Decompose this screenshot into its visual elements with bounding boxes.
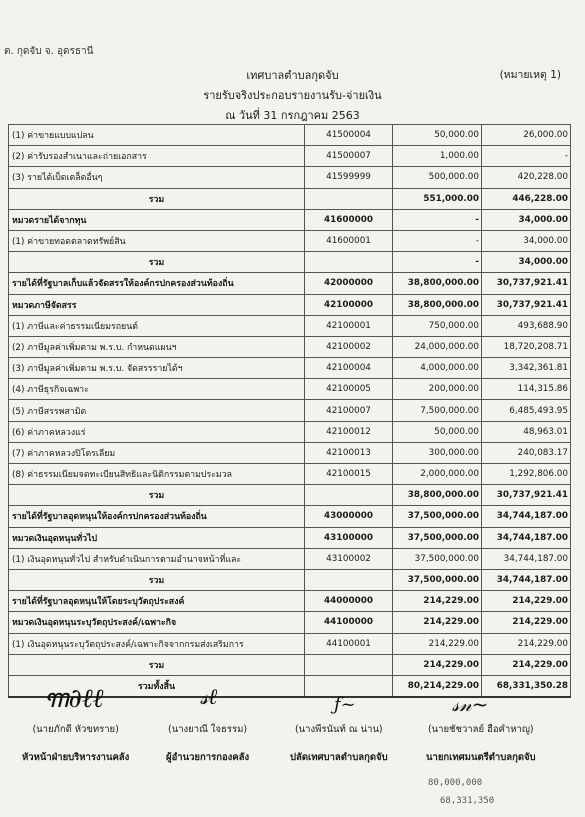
signature-block-2 bbox=[166, 722, 249, 765]
row-code: 41600000 bbox=[305, 209, 393, 230]
table-row bbox=[9, 358, 571, 379]
row-budget: 200,000.00 bbox=[393, 379, 482, 400]
row-label: (6) ค่าภาคหลวงแร่ bbox=[9, 421, 305, 442]
row-budget: 37,500,000.00 bbox=[393, 506, 482, 527]
row-code: 44100001 bbox=[305, 633, 393, 654]
row-actual: 34,000.00 bbox=[482, 209, 571, 230]
row-budget: 4,000,000.00 bbox=[393, 358, 482, 379]
row-budget: 214,229.00 bbox=[393, 612, 482, 633]
signer-title: หัวหน้าฝ่ายบริหารงานคลัง bbox=[22, 752, 130, 763]
row-code: 42100004 bbox=[305, 358, 393, 379]
row-code bbox=[305, 569, 393, 590]
signer-title: ผู้อำนวยการกองคลัง bbox=[166, 752, 250, 763]
signature-mark-1: ꦒ∂ℓℓ bbox=[44, 684, 104, 714]
table-row bbox=[9, 252, 571, 273]
row-code: 41600001 bbox=[305, 230, 393, 251]
row-label: รายได้ที่รัฐบาลอุดหนุนให้องค์กรปกครองส่วนท้องถิ่น bbox=[9, 506, 305, 527]
table-row bbox=[9, 209, 571, 230]
row-budget: 24,000,000.00 bbox=[393, 336, 482, 357]
table-row bbox=[9, 612, 571, 633]
row-budget: 7,500,000.00 bbox=[393, 400, 482, 421]
row-label: (4) ภาษีธุรกิจเฉพาะ bbox=[9, 379, 305, 400]
row-label: รวม bbox=[9, 252, 305, 273]
row-actual: 34,744,187.00 bbox=[482, 527, 571, 548]
signer-title: นายกเทศมนตรีตำบลกุดจับ bbox=[426, 752, 536, 763]
table-row bbox=[9, 315, 571, 336]
table-row bbox=[9, 548, 571, 569]
row-actual: 34,744,187.00 bbox=[482, 548, 571, 569]
row-label: รวม bbox=[9, 188, 305, 209]
row-code: 44000000 bbox=[305, 591, 393, 612]
row-label: (1) เงินอุดหนุนทั่วไป สำหรับดำเนินการตามอำนาจหน้าที่และ bbox=[9, 548, 305, 569]
signer-name: (นางพีรนันท์ ณ น่าน) bbox=[294, 724, 383, 735]
org-name: เทศบาลตำบลกุดจับ bbox=[246, 69, 339, 82]
row-actual: 34,000.00 bbox=[482, 230, 571, 251]
row-code: 42100012 bbox=[305, 421, 393, 442]
row-label: รวม bbox=[9, 485, 305, 506]
row-code: 43000000 bbox=[305, 506, 393, 527]
row-actual: 30,737,921.41 bbox=[482, 273, 571, 294]
row-actual: 420,228.00 bbox=[482, 167, 571, 188]
row-budget: 50,000.00 bbox=[393, 125, 482, 146]
handwritten-note-2: 68,331,350 bbox=[440, 796, 495, 806]
row-label: (2) ภาษีมูลค่าเพิ่มตาม พ.ร.บ. กำหนดแผนฯ bbox=[9, 336, 305, 357]
row-code: 42100013 bbox=[305, 442, 393, 463]
row-budget: 750,000.00 bbox=[393, 315, 482, 336]
row-actual: 34,744,187.00 bbox=[482, 569, 571, 590]
row-actual: 34,000.00 bbox=[482, 252, 571, 273]
signature-area bbox=[0, 660, 585, 817]
signature-block-3 bbox=[290, 722, 388, 765]
row-budget: - bbox=[393, 230, 482, 251]
row-budget: 38,800,000.00 bbox=[393, 273, 482, 294]
row-actual: 214,229.00 bbox=[482, 654, 571, 675]
row-actual: 446,228.00 bbox=[482, 188, 571, 209]
report-title: รายรับจริงประกอบรายงานรับ-จ่ายเงิน bbox=[203, 89, 382, 102]
row-label: รวม bbox=[9, 654, 305, 675]
row-actual: 214,229.00 bbox=[482, 612, 571, 633]
row-actual: 18,720,208.71 bbox=[482, 336, 571, 357]
table-row bbox=[9, 167, 571, 188]
row-actual: 114,315.86 bbox=[482, 379, 571, 400]
row-label: (7) ค่าภาคหลวงปิโตรเลียม bbox=[9, 442, 305, 463]
row-code: 43100000 bbox=[305, 527, 393, 548]
row-actual: 68,331,350.28 bbox=[482, 675, 571, 696]
row-code: 42100000 bbox=[305, 294, 393, 315]
row-code: 41599999 bbox=[305, 167, 393, 188]
row-code: 42100007 bbox=[305, 400, 393, 421]
row-budget: - bbox=[393, 252, 482, 273]
row-label: หมวดภาษีจัดสรร bbox=[9, 294, 305, 315]
signature-mark-3: ƒ~ bbox=[334, 694, 356, 715]
signer-name: (นายภักดี หัวขทราย) bbox=[32, 724, 119, 735]
row-actual: 3,342,361.81 bbox=[482, 358, 571, 379]
table-row bbox=[9, 442, 571, 463]
row-label: รายได้ที่รัฐบาลอุดหนุนให้โดยระบุวัตถุประสงค์ bbox=[9, 591, 305, 612]
row-code: 42100015 bbox=[305, 464, 393, 485]
signature-block-1 bbox=[22, 722, 129, 765]
row-code: 42100002 bbox=[305, 336, 393, 357]
table-row bbox=[9, 230, 571, 251]
row-actual: 26,000.00 bbox=[482, 125, 571, 146]
row-code: 42100005 bbox=[305, 379, 393, 400]
table-row bbox=[9, 336, 571, 357]
row-label: หมวดเงินอุดหนุนระบุวัตถุประสงค์/เฉพาะกิจ bbox=[9, 612, 305, 633]
revenue-table bbox=[8, 124, 571, 698]
table-row bbox=[9, 569, 571, 590]
row-code: 42100001 bbox=[305, 315, 393, 336]
row-label: (1) ค่าขายแบบแปลน bbox=[9, 125, 305, 146]
row-code bbox=[305, 485, 393, 506]
row-label: (3) รายได้เบ็ดเตล็ดอื่นๆ bbox=[9, 167, 305, 188]
row-code: 41500007 bbox=[305, 146, 393, 167]
row-actual: 214,229.00 bbox=[482, 591, 571, 612]
row-code: 42000000 bbox=[305, 273, 393, 294]
table-row bbox=[9, 421, 571, 442]
row-budget: 551,000.00 bbox=[393, 188, 482, 209]
row-label: (3) ภาษีมูลค่าเพิ่มตาม พ.ร.บ. จัดสรรรายได้ฯ bbox=[9, 358, 305, 379]
row-actual: - bbox=[482, 146, 571, 167]
signature-mark-4: 𝓈𝓃~ bbox=[452, 692, 489, 716]
row-budget: 38,800,000.00 bbox=[393, 294, 482, 315]
table-row bbox=[9, 273, 571, 294]
table-row bbox=[9, 527, 571, 548]
table-row bbox=[9, 506, 571, 527]
signature-mark-2: 𝓈ℓ bbox=[200, 685, 218, 710]
row-code: 43100002 bbox=[305, 548, 393, 569]
row-budget: 1,000.00 bbox=[393, 146, 482, 167]
row-label: (2) ค่ารับรองสำเนาและถ่ายเอกสาร bbox=[9, 146, 305, 167]
row-actual: 6,485,493.95 bbox=[482, 400, 571, 421]
row-code bbox=[305, 188, 393, 209]
table-row bbox=[9, 125, 571, 146]
row-budget: 37,500,000.00 bbox=[393, 569, 482, 590]
handwritten-note-1: 80,000,000 bbox=[428, 778, 483, 788]
row-code: 44100000 bbox=[305, 612, 393, 633]
note-label: (หมายเหตุ 1) bbox=[499, 69, 561, 81]
row-budget: 500,000.00 bbox=[393, 167, 482, 188]
table-row bbox=[9, 464, 571, 485]
row-label: หมวดเงินอุดหนุนทั่วไป bbox=[9, 527, 305, 548]
row-actual: 240,083.17 bbox=[482, 442, 571, 463]
row-actual: 214,229.00 bbox=[482, 633, 571, 654]
table-row bbox=[9, 188, 571, 209]
row-label: (8) ค่าธรรมเนียมจดทะเบียนสิทธิและนิติกรรมตามประมวล bbox=[9, 464, 305, 485]
row-code bbox=[305, 252, 393, 273]
row-label: รายได้ที่รัฐบาลเก็บแล้วจัดสรรให้องค์กรปกครองส่วนท้องถิ่น bbox=[9, 273, 305, 294]
row-label: (1) ค่าขายทอดตลาดทรัพย์สิน bbox=[9, 230, 305, 251]
row-budget: 80,214,229.00 bbox=[393, 675, 482, 696]
row-actual: 30,737,921.41 bbox=[482, 485, 571, 506]
row-label: (1) ภาษีและค่าธรรมเนียมรถยนต์ bbox=[9, 315, 305, 336]
row-budget: 300,000.00 bbox=[393, 442, 482, 463]
row-budget: 37,500,000.00 bbox=[393, 527, 482, 548]
row-label: (1) เงินอุดหนุนระบุวัตถุประสงค์/เฉพาะกิจจากกรมส่งเสริมการ bbox=[9, 633, 305, 654]
row-actual: 30,737,921.41 bbox=[482, 294, 571, 315]
signer-name: (นางยาณี ใจธรรม) bbox=[168, 724, 248, 735]
row-label: รวมทั้งสิ้น bbox=[9, 675, 305, 696]
signer-title: ปลัดเทศบาลตำบลกุดจับ bbox=[290, 752, 388, 763]
signer-name: (นายชัชวาลย์ ฮือคำหาญู) bbox=[427, 724, 534, 735]
location-text: ต. กุดจับ จ. อุดรธานี bbox=[4, 46, 94, 57]
row-budget: 37,500,000.00 bbox=[393, 548, 482, 569]
table-row bbox=[9, 633, 571, 654]
table-row bbox=[9, 485, 571, 506]
row-actual: 48,963.01 bbox=[482, 421, 571, 442]
row-budget: 214,229.00 bbox=[393, 654, 482, 675]
row-budget: 38,800,000.00 bbox=[393, 485, 482, 506]
row-budget: 50,000.00 bbox=[393, 421, 482, 442]
row-budget: 214,229.00 bbox=[393, 633, 482, 654]
table-row bbox=[9, 379, 571, 400]
signature-block-4 bbox=[426, 722, 536, 765]
row-code: 41500004 bbox=[305, 125, 393, 146]
row-label: รวม bbox=[9, 569, 305, 590]
table-row bbox=[9, 294, 571, 315]
row-actual: 34,744,187.00 bbox=[482, 506, 571, 527]
row-actual: 1,292,806.00 bbox=[482, 464, 571, 485]
table-row bbox=[9, 146, 571, 167]
row-label: (5) ภาษีสรรพสามิต bbox=[9, 400, 305, 421]
row-actual: 493,688.90 bbox=[482, 315, 571, 336]
row-budget: - bbox=[393, 209, 482, 230]
row-budget: 2,000,000.00 bbox=[393, 464, 482, 485]
table-row bbox=[9, 591, 571, 612]
row-label: หมวดรายได้จากทุน bbox=[9, 209, 305, 230]
table-row bbox=[9, 400, 571, 421]
report-date: ณ วันที่ 31 กรกฎาคม 2563 bbox=[225, 109, 360, 122]
row-budget: 214,229.00 bbox=[393, 591, 482, 612]
